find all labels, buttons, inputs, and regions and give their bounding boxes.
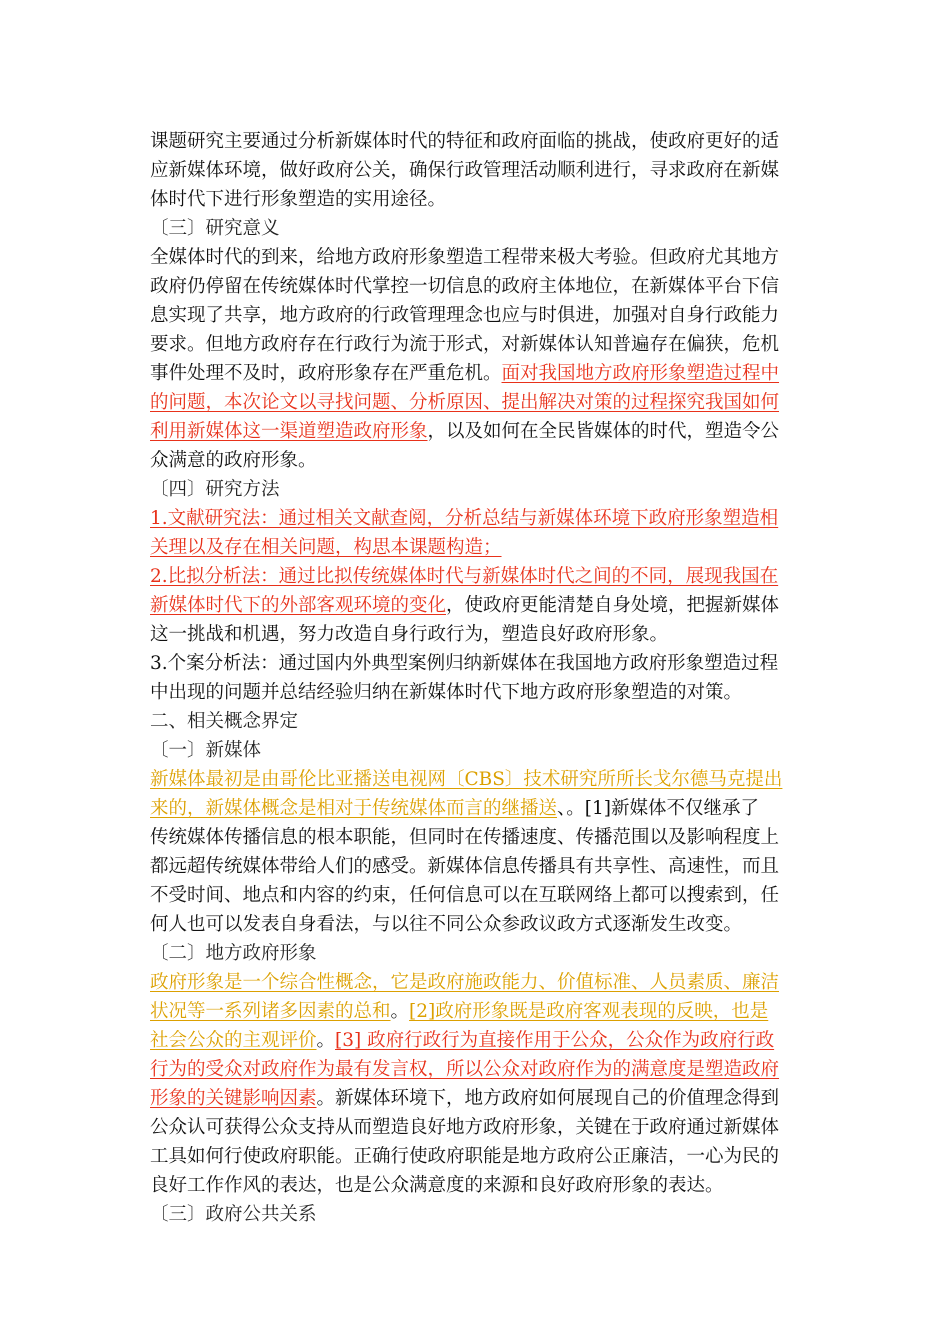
text-line [150,1113,804,1142]
text-line [150,301,804,330]
body-text: 全媒体时代的到来，给地方政府形象塑造工程带来极大考验。但政府尤其地方 [150,247,780,268]
body-text: 工具如何行使政府职能。正确行使政府职能是地方政府公正廉洁，一心为民的 [150,1146,780,1167]
text-line [150,765,804,794]
body-text: 体时代下进行形象塑造的实用途径。 [150,189,447,210]
yellow-highlight-text: 来的，新媒体概念是相对于传统媒体而言的继播送 [150,798,558,819]
body-text: 课题研究主要通过分析新媒体时代的特征和政府面临的挑战，使政府更好的适 [150,131,780,152]
red-highlight-text: [3] 政府行政行为直接作用于公众，公众作为政府行政 [335,1030,775,1051]
text-line [150,504,804,533]
section-heading [150,939,804,968]
body-text: 〔四〕研究方法 [150,479,280,500]
body-text: ，使政府更能清楚自身处境，把握新媒体 [446,595,780,616]
text-line [150,591,804,620]
text-line [150,388,804,417]
body-text: 传统媒体传播信息的根本职能，但同时在传播速度、传播范围以及影响程度上 [150,827,780,848]
section-heading [150,707,804,736]
body-text: ，以及如何在全民皆媒体的时代，塑造令公 [427,421,780,442]
text-line [150,562,804,591]
body-text: 众满意的政府形象。 [150,450,317,471]
body-text: 不受时间、地点和内容的约束，任何信息可以在互联网络上都可以搜索到，任 [150,885,780,906]
text-line [150,127,804,156]
body-text: 良好工作作风的表达，也是公众满意度的来源和良好政府形象的表达。 [150,1175,724,1196]
body-text: 应新媒体环境，做好政府公关，确保行政管理活动顺利进行，寻求政府在新媒 [150,160,780,181]
red-highlight-text: 2.比拟分析法：通过比拟传统媒体时代与新媒体时代之间的不同，展现我国在 [150,566,779,587]
body-text: 这一挑战和机遇，努力改造自身行政行为，塑造良好政府形象。 [150,624,669,645]
text-line [150,968,804,997]
body-text: 。 [316,1030,336,1051]
text-line [150,446,804,475]
section-heading [150,1200,804,1229]
body-text: 〔一〕新媒体 [150,740,262,761]
body-text: 〔二〕地方政府形象 [150,943,317,964]
text-line [150,1055,804,1084]
body-text: 都远超传统媒体带给人们的感受。新媒体信息传播具有共享性、高速性，而且 [150,856,780,877]
body-text: 二、相关概念界定 [150,711,299,732]
text-line [150,910,804,939]
text-line [150,185,804,214]
document-body [150,127,804,1229]
text-line [150,1026,804,1055]
yellow-highlight-text: [2]政府形象既是政府客观表现的反映，也是 [409,1001,769,1022]
text-line [150,794,804,823]
yellow-highlight-text: 社会公众的主观评价 [150,1030,317,1051]
body-text: 要求。但地方政府存在行政行为流于形式，对新媒体认知普遍存在偏狭，危机 [150,334,780,355]
text-line [150,649,804,678]
red-highlight-text: 面对我国地方政府形象塑造过程中 [501,363,780,384]
text-line [150,997,804,1026]
red-highlight-text: 利用新媒体这一渠道塑造政府形象 [150,421,428,442]
yellow-highlight-text: 状况等一系列诸多因素的总和 [150,1001,391,1022]
text-line [150,330,804,359]
text-line [150,881,804,910]
red-highlight-text: 形象的关键影响因素 [150,1088,317,1109]
yellow-highlight-text: 新媒体最初是由哥伦比亚播送电视网〔CBS〕技术研究所所长戈尔德马克提出 [150,769,783,790]
body-text: 〔三〕政府公共关系 [150,1204,317,1225]
red-highlight-text: 的问题，本次论文以寻找问题、分析原因、提出解决对策的过程探究我国如何 [150,392,780,413]
text-line [150,1142,804,1171]
text-line [150,272,804,301]
text-line [150,678,804,707]
body-text: 公众认可获得公众支持从而塑造良好地方政府形象，关键在于政府通过新媒体 [150,1117,780,1138]
body-text: 事件处理不及时，政府形象存在严重危机。 [150,363,502,384]
text-line [150,1084,804,1113]
text-line [150,620,804,649]
body-text: 息实现了共享，地方政府的行政管理理念也应与时俱进，加强对自身行政能力 [150,305,780,326]
text-line [150,156,804,185]
section-heading [150,214,804,243]
text-line [150,533,804,562]
body-text: 、。[1]新媒体不仅继承了 [557,798,759,819]
text-line [150,417,804,446]
body-text: 何人也可以发表自身看法，与以往不同公众参政议政方式逐渐发生改变。 [150,914,743,935]
body-text: 。新媒体环境下，地方政府如何展现自己的价值理念得到 [316,1088,780,1109]
text-line [150,852,804,881]
body-text: 3.个案分析法：通过国内外典型案例归纳新媒体在我国地方政府形象塑造过程 [150,653,779,674]
text-line [150,243,804,272]
red-highlight-text: 1.文献研究法：通过相关文献查阅，分析总结与新媒体环境下政府形象塑造相 [150,508,779,529]
yellow-highlight-text: 政府形象是一个综合性概念，它是政府施政能力、价值标准、人员素质、廉洁 [150,972,780,993]
red-highlight-text: 新媒体时代下的外部客观环境的变化 [150,595,447,616]
text-line [150,359,804,388]
body-text: 中出现的问题并总结经验归纳在新媒体时代下地方政府形象塑造的对策。 [150,682,743,703]
body-text: 政府仍停留在传统媒体时代掌控一切信息的政府主体地位，在新媒体平台下信 [150,276,780,297]
text-line [150,823,804,852]
red-highlight-text: 关理以及存在相关问题，构思本课题构造； [150,537,502,558]
text-line [150,1171,804,1200]
body-text: 〔三〕研究意义 [150,218,280,239]
section-heading [150,475,804,504]
section-heading [150,736,804,765]
red-highlight-text: 行为的受众对政府作为最有发言权，所以公众对政府作为的满意度是塑造政府 [150,1059,780,1080]
body-text: 。 [390,1001,410,1022]
